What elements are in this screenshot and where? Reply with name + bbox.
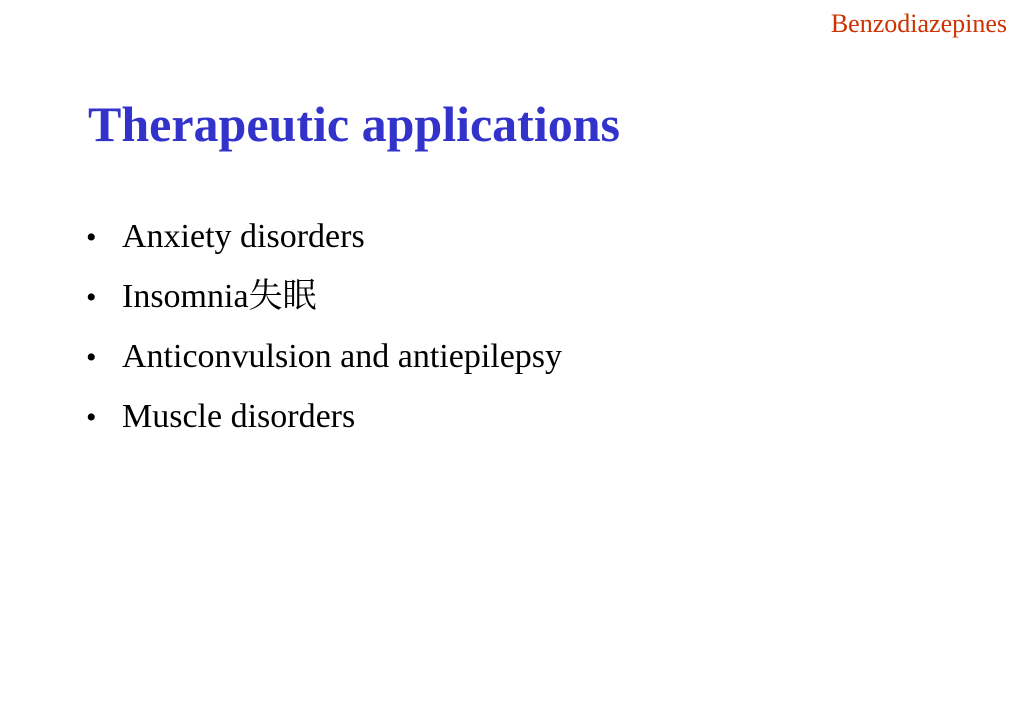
bullet-item-muscle-disorders [86, 394, 562, 454]
header-tag: Benzodiazepines [830, 9, 1007, 38]
bullet-label: Anticonvulsion and antiepilepsy [122, 338, 563, 375]
bullet-list [86, 214, 562, 454]
bullet-item-insomnia [86, 274, 562, 334]
bullet-item-anxiety-disorders [86, 214, 562, 274]
slide-title: Therapeutic applications [88, 96, 620, 152]
bullet-label: Muscle disorders [122, 398, 356, 435]
bullet-icon: • [86, 221, 97, 254]
bullet-icon: • [86, 281, 97, 314]
bullet-label: Anxiety disorders [122, 218, 365, 255]
bullet-icon: • [86, 341, 97, 374]
bullet-icon: • [86, 401, 97, 434]
bullet-item-anticonvulsion [86, 334, 562, 394]
bullet-label: Insomnia失眠 [122, 278, 317, 315]
